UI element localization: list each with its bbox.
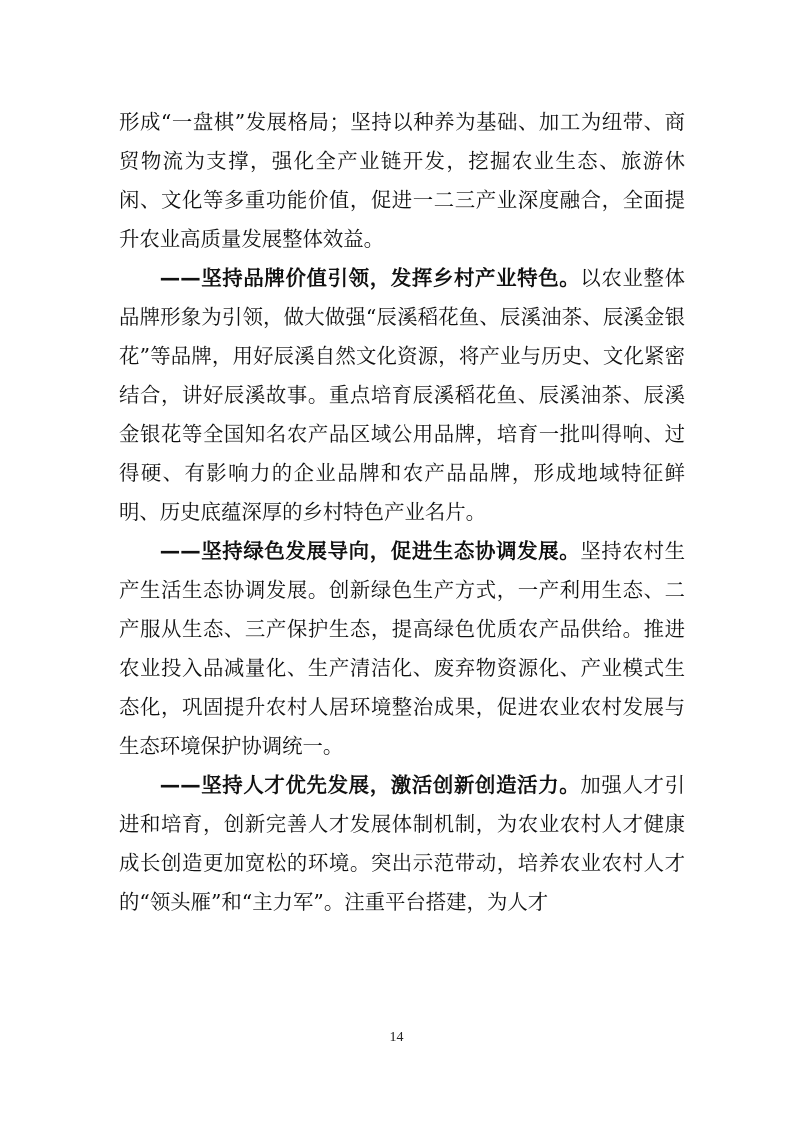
paragraph-talent-priority: [119, 766, 685, 922]
paragraph-brand-value: [119, 259, 685, 532]
page-number: 14: [389, 1030, 404, 1045]
paragraph-lead: ——坚持品牌价值引领，发挥乡村产业特色。: [159, 266, 581, 290]
paragraph-continuation: [119, 103, 685, 259]
paragraph-lead: ——坚持人才优先发展，激活创新创造活力。: [159, 773, 581, 797]
paragraph-text: 加强人才引进和培育，创新完善人才发展体制机制，为农业农村人才健康成长创造更加宽松的环境。突出示范带动，培养农业农村人才的“领头雁”和“主力军”。注重平台搭建，为人才: [119, 773, 686, 914]
paragraph-text: 形成“一盘棋”发展格局；坚持以种养为基础、加工为纽带、商贸物流为支撑，强化全产业链开发，挖掘农业生态、旅游休闲、文化等多重功能价值，促进一二三产业深度融合，全面提升农业高质量发展整体效益。: [119, 110, 685, 251]
body-text: [119, 103, 685, 922]
paragraph-green-development: [119, 532, 685, 766]
paragraph-text: 坚持农村生产生活生态协调发展。创新绿色生产方式，一产利用生态、二产服从生态、三产保护生态，提高绿色优质农产品供给。推进农业投入品减量化、生产清洁化、废弃物资源化、产业模式生态化，巩固提升农村人居环境整治成果，促进农业农村发展与生态环境保护协调统一。: [119, 539, 686, 758]
paragraph-text: 以农业整体品牌形象为引领，做大做强“辰溪稻花鱼、辰溪油茶、辰溪金银花”等品牌，用好辰溪自然文化资源，将产业与历史、文化紧密结合，讲好辰溪故事。重点培育辰溪稻花鱼、辰溪油茶、辰溪金银花等全国知名农产品区域公用品牌，培育一批叫得响、过得硬、有影响力的企业品牌和农产品品牌，形成地域特征鲜明、历史底蕴深厚的乡村特色产业名片。: [119, 266, 686, 524]
paragraph-lead: ——坚持绿色发展导向，促进生态协调发展。: [159, 539, 581, 563]
